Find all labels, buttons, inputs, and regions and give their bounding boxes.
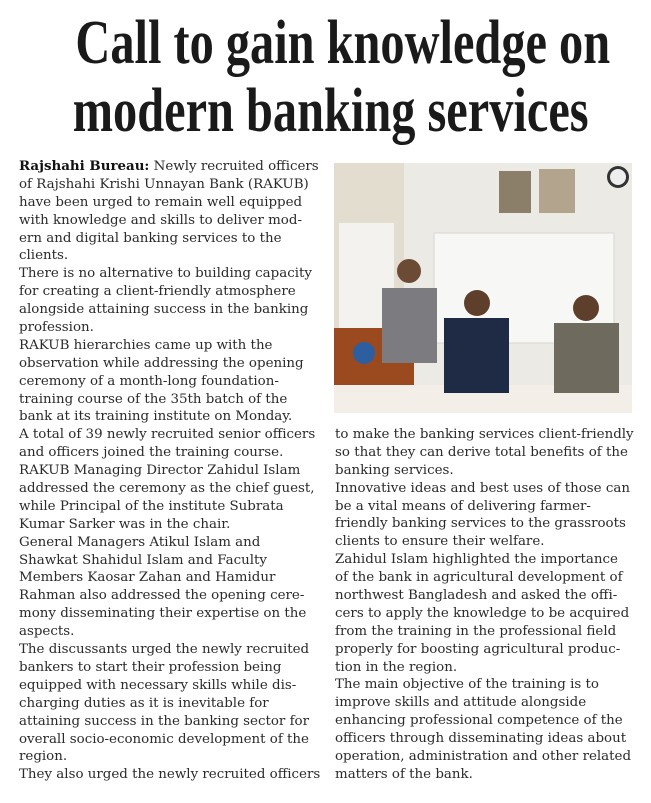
text-line-content: RAKUB Managing Director Zahidul Islam: [19, 463, 301, 479]
text-line: [19, 534, 320, 552]
text-line: of the bank in agricultural development of: [335, 570, 623, 586]
text-line: Zahidul Islam highlighted the importance: [335, 552, 618, 568]
text-line-content: aspects.: [19, 624, 75, 640]
text-line: [19, 337, 320, 355]
text-line-content: while Principal of the institute Subrata: [19, 498, 284, 514]
text-line-content: They also urged the newly recruited officers: [19, 767, 321, 783]
text-line-content: The discussants urged the newly recruited: [19, 642, 310, 658]
text-line: improve skills and attitude alongside: [335, 695, 587, 711]
dateline: Rajshahi Bureau:: [19, 158, 150, 174]
text-line: [19, 587, 320, 605]
text-line: matters of the bank.: [335, 766, 473, 782]
text-line-content: equipped with necessary skills while dis-: [19, 677, 297, 693]
text-line: officers through disseminating ideas about: [335, 731, 627, 747]
text-line: cers to apply the knowledge to be acquired: [335, 605, 630, 621]
text-line: [19, 641, 320, 659]
text-line: Innovative ideas and best uses of those can: [335, 480, 630, 496]
text-line-content: A total of 39 newly recruited senior officers: [19, 427, 316, 443]
text-line-content: addressed the ceremony as the chief guest,: [19, 481, 315, 497]
text-line: so that they can derive total benefits of the: [335, 444, 628, 460]
text-line: to make the banking services client-friendly: [335, 427, 634, 442]
text-line: [19, 212, 320, 230]
text-line: [19, 247, 320, 265]
text-line: clients to ensure their welfare.: [335, 534, 545, 550]
text-line-content: General Managers Atikul Islam and: [19, 534, 261, 550]
text-line: [19, 265, 320, 283]
text-line: [19, 623, 320, 641]
text-line: from the training in the professional field: [335, 623, 617, 639]
text-line: [19, 480, 320, 498]
text-line-content: with knowledge and skills to deliver mod-: [19, 212, 302, 228]
text-line: [19, 552, 320, 570]
text-line-content: Newly recruited officers: [149, 159, 319, 174]
text-line-content: of Rajshahi Krishi Unnayan Bank (RAKUB): [19, 176, 309, 192]
text-line: [19, 516, 320, 534]
text-line: [19, 766, 320, 784]
text-line: enhancing professional competence of the: [335, 713, 623, 729]
headline-text: modern banking services: [72, 77, 589, 145]
text-line: [19, 426, 320, 444]
text-line-content: overall socio-economic development of the: [19, 731, 309, 747]
text-line-content: There is no alternative to building capacity: [19, 266, 312, 282]
text-line-content: RAKUB hierarchies came up with the: [19, 337, 273, 353]
text-line: operation, administration and other related: [335, 749, 632, 765]
text-line: [19, 194, 320, 212]
headline-text: Call to gain knowledge on: [75, 9, 611, 77]
text-line-content: alongside attaining success in the banking: [19, 302, 309, 318]
text-line-content: region.: [19, 749, 68, 765]
text-line-content: bank at its training institute on Monday.: [19, 409, 293, 425]
text-line-content: Kumar Sarker was in the chair.: [19, 516, 231, 532]
text-line: [19, 283, 320, 301]
text-line: [19, 230, 320, 248]
text-line: [19, 319, 320, 337]
text-line: [19, 498, 320, 516]
text-line: [19, 391, 320, 409]
text-line-content: ceremony of a month-long foundation-: [19, 373, 279, 389]
text-line: properly for boosting agricultural produc-: [335, 641, 621, 657]
text-line-content: charging duties as it is inevitable for: [19, 695, 269, 711]
article-column-right: [335, 426, 634, 784]
text-line-content: bankers to start their profession being: [19, 659, 282, 675]
text-line: [19, 408, 320, 426]
text-line-content: observation while addressing the opening: [19, 355, 304, 371]
text-line: [19, 373, 320, 391]
portrait-frame: [499, 171, 531, 213]
text-line: [19, 659, 320, 677]
headline-line-1: [0, 9, 651, 77]
text-line-content: attaining success in the banking sector for: [19, 713, 309, 729]
text-line: [19, 748, 320, 766]
text-line-content: mony disseminating their expertise on the: [19, 606, 307, 622]
text-line: [19, 176, 320, 194]
text-line: [19, 695, 320, 713]
text-line-content: have been urged to remain well equipped: [19, 194, 303, 210]
text-line: [19, 158, 320, 176]
headline-line-2: [0, 77, 651, 145]
text-line-content: and officers joined the training course.: [19, 445, 284, 461]
text-line: friendly banking services to the grassroots: [335, 516, 626, 532]
text-line: [19, 301, 320, 319]
article-column-left: [19, 158, 320, 784]
text-line-content: Shawkat Shahidul Islam and Faculty: [19, 552, 267, 568]
text-line: [19, 731, 320, 749]
text-line-content: Rahman also addressed the opening cere-: [19, 588, 305, 604]
text-line-content: profession.: [19, 320, 94, 336]
text-line-content: Members Kaosar Zahan and Hamidur: [19, 570, 276, 586]
text-line: [19, 462, 320, 480]
text-line: tion in the region.: [335, 659, 458, 675]
text-line-content: training course of the 35th batch of the: [19, 391, 288, 407]
text-line-content: ern and digital banking services to the: [19, 230, 282, 246]
text-line: The main objective of the training is to: [335, 677, 599, 693]
text-line: [19, 713, 320, 731]
text-line: [19, 355, 320, 373]
photo-illustration: [334, 163, 632, 413]
event-photo: [334, 163, 632, 413]
text-line: [19, 677, 320, 695]
text-line: [19, 605, 320, 623]
text-line-content: for creating a client-friendly atmosphere: [19, 284, 296, 300]
text-line: northwest Bangladesh and asked the offi-: [335, 588, 618, 604]
portrait-frame: [539, 169, 575, 213]
text-line: be a vital means of delivering farmer-: [335, 498, 591, 514]
text-line: [19, 569, 320, 587]
text-line-content: clients.: [19, 248, 69, 264]
text-line: banking services.: [335, 462, 454, 478]
text-line: [19, 444, 320, 462]
